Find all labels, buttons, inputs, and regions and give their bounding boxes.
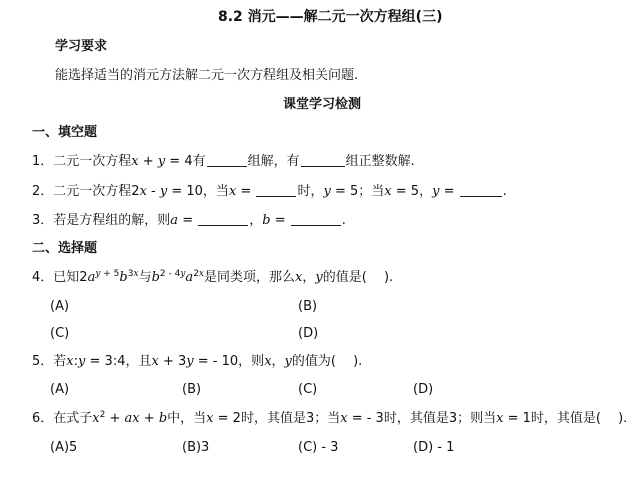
- question-text: 的值为( ).: [291, 354, 363, 369]
- question-text: 有: [192, 154, 206, 169]
- question-text: .: [341, 213, 346, 228]
- question-text: .: [502, 184, 507, 199]
- option-d[interactable]: (D) - 1: [413, 440, 455, 455]
- question-2: 2．二元一次方程2x - y = 10，当x = 时，y = 5；当x = 5，y = .: [32, 184, 507, 199]
- requirements-heading: 学习要求: [55, 39, 108, 54]
- question-number: 4．: [32, 270, 54, 285]
- question-text: 是同类项，那么: [204, 270, 296, 285]
- question-5: 5．若x:y = 3:4，且x + 3y = - 10，则x，y的值为( ).: [32, 354, 363, 369]
- question-text: 的值是( ).: [322, 270, 394, 285]
- option-b[interactable]: (B)3: [182, 440, 210, 455]
- option-d[interactable]: (D): [298, 326, 319, 341]
- question-text: 中，当: [167, 411, 207, 426]
- question-text: 若: [53, 354, 67, 369]
- question-text: ；当: [358, 184, 385, 199]
- option-a[interactable]: (A): [50, 382, 70, 397]
- question-number: 1．: [32, 154, 54, 169]
- option-d[interactable]: (D): [413, 382, 434, 397]
- answer-blank[interactable]: [460, 183, 502, 197]
- requirements-text: 能选择适当的消元方法解二元一次方程组及相关问题.: [55, 68, 359, 83]
- question-text: 组解，有: [247, 154, 300, 169]
- question-text: ，则: [238, 354, 265, 369]
- answer-blank[interactable]: [301, 153, 345, 167]
- question-text: 二元一次方程2: [53, 184, 140, 199]
- page-title: 8.2 消元——解二元一次方程组(三): [218, 9, 443, 25]
- answer-blank[interactable]: [291, 212, 341, 226]
- question-text: 时，其值是3；当: [240, 411, 341, 426]
- question-3: 3．若是方程组的解，则a = ，b = .: [32, 213, 346, 228]
- answer-blank[interactable]: [207, 153, 247, 167]
- option-c[interactable]: (C): [50, 326, 70, 341]
- question-number: 2．: [32, 184, 54, 199]
- question-number: 6．: [32, 411, 54, 426]
- question-text: 组正整数解.: [345, 154, 415, 169]
- question-number: 5．: [32, 354, 54, 369]
- question-text: 与: [138, 270, 152, 285]
- question-text: ，且: [125, 354, 152, 369]
- section2-heading: 二、选择题: [32, 241, 98, 256]
- check-heading: 课堂学习检测: [283, 97, 362, 112]
- option-a[interactable]: (A): [50, 299, 70, 314]
- question-text: 时，: [297, 184, 324, 199]
- question-text: 时，其值是( ).: [530, 411, 628, 426]
- question-text: 若是方程组的解，则: [53, 213, 171, 228]
- answer-blank[interactable]: [198, 212, 248, 226]
- option-b[interactable]: (B): [298, 299, 318, 314]
- answer-blank[interactable]: [256, 183, 296, 197]
- option-c[interactable]: (C): [298, 382, 318, 397]
- question-4: 4．已知$2a^{y + 5}b^{3x}$与$b^{2 - 4y}a^{2x}$是同类项，那么x，y的值是( ).: [32, 269, 394, 285]
- question-text: ，: [419, 184, 433, 199]
- option-c[interactable]: (C) - 3: [298, 440, 339, 455]
- question-number: 3．: [32, 213, 54, 228]
- question-text: 在式子: [53, 411, 93, 426]
- question-text: ，: [249, 213, 263, 228]
- option-a[interactable]: (A)5: [50, 440, 78, 455]
- question-text: 已知2: [53, 270, 88, 285]
- section1-heading: 一、填空题: [32, 125, 98, 140]
- question-text: 时，其值是3；则当: [383, 411, 497, 426]
- question-1: 1．二元一次方程x + y = 4有 组解，有 组正整数解.: [32, 154, 415, 169]
- question-6: 6．在式子$x^2$ + ax + b中，当x = 2时，其值是3；当x = - 3时，其值是3；则当x = 1时，其值是( ).: [32, 410, 628, 426]
- question-text: 二元一次方程: [53, 154, 132, 169]
- option-b[interactable]: (B): [182, 382, 202, 397]
